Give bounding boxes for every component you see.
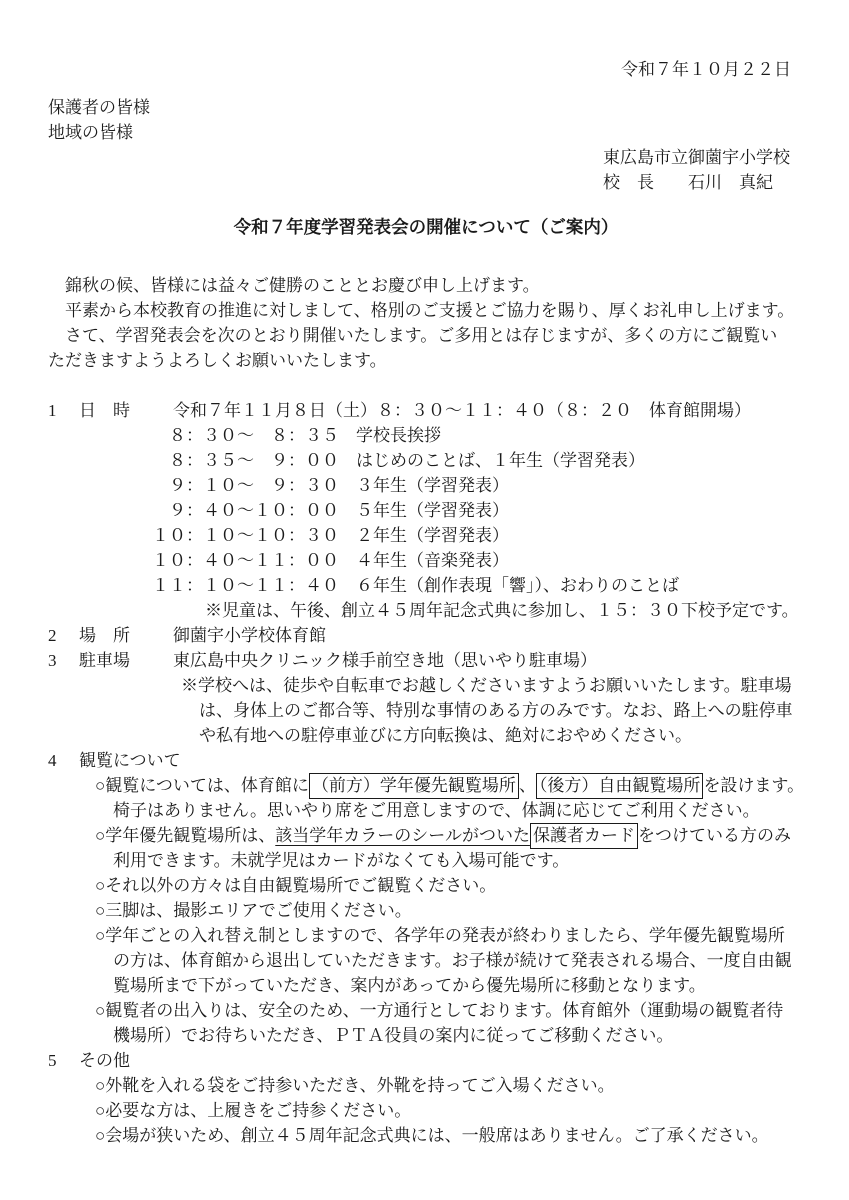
schedule-row: １０：４０～１１：００ ４年生（音楽発表）: [152, 551, 509, 570]
parking-note: [181, 673, 804, 748]
greeting-paragraphs: [48, 273, 804, 373]
schedule-row: ８：３５～ ９：００ はじめのことば、１年生（学習発表）: [152, 451, 645, 470]
section-value: 御薗宇小学校体育館: [173, 626, 326, 645]
section-label: 駐車場: [79, 651, 130, 670]
greeting-line: 錦秋の候、皆様には益々ご健勝のこととお慶び申し上げます。: [48, 276, 540, 295]
parking-note-line: や私有地への駐停車並びに方向転換は、絶対におやめください。: [199, 726, 692, 745]
schedule-list: [152, 423, 804, 598]
section-value: 東広島中央クリニック様手前空き地（思いやり駐車場）: [173, 651, 597, 670]
viewing-item-text: を設けます。: [703, 776, 805, 795]
section-label: 場 所: [79, 626, 130, 645]
viewing-item-text: 、: [518, 776, 536, 795]
schedule-row: １１：１０～１１：４０ ６年生（創作表現「響」）、おわりのことば: [152, 576, 679, 595]
viewing-item-line: 椅子はありません。思いやり席をご用意しますので、体調に応じてご利用ください。: [113, 801, 760, 820]
sender-principal: 校 長 石川 真紀: [603, 173, 773, 192]
parking-note-line: ※学校へは、徒歩や自転車でお越しくださいますようお願いいたします。駐車場: [181, 676, 792, 695]
recipient-community: 地域の皆様: [48, 123, 133, 142]
section-parking: [48, 648, 804, 673]
section-place: [48, 623, 804, 648]
viewing-item-line: 機場所）でお待ちいただき、ＰＴＡ役員の案内に従ってご移動ください。: [113, 1026, 674, 1045]
viewing-item-priority-card: [95, 823, 804, 848]
recipients-block: [48, 95, 804, 145]
other-items: [95, 1073, 804, 1148]
viewing-item-free-area: ○それ以外の方々は自由観覧場所でご観覧ください。: [95, 876, 497, 895]
greeting-line: ただきますようよろしくお願いいたします。: [48, 351, 387, 370]
sender-block: [603, 145, 804, 195]
viewing-item-line: の方は、体育館から退出していただきます。お子様が続けて発表される場合、一度自由観: [113, 951, 792, 970]
viewing-item-tripod: ○三脚は、撮影エリアでご使用ください。: [95, 901, 412, 920]
viewing-item-rotation: ○学年ごとの入れ替え制としますので、各学年の発表が終わりましたら、学年優先観覧場所: [95, 926, 785, 945]
viewing-item-one-way: ○観覧者の出入りは、安全のため、一方通行としております。体育館外（運動場の観覧者待: [95, 1001, 784, 1020]
schedule-note: ※児童は、午後、創立４５周年記念式典に参加し、１５：３０下校予定です。: [205, 601, 799, 620]
section-viewing: [48, 748, 804, 773]
boxed-front-priority-area: （前方）学年優先観覧場所: [309, 773, 519, 799]
section-label: その他: [79, 1051, 130, 1070]
section-number: 5: [48, 1051, 57, 1070]
boxed-guardian-card: 保護者カード: [530, 823, 638, 849]
boxed-back-free-area: （後方）自由観覧場所: [536, 773, 704, 799]
section-number: 1: [48, 401, 57, 420]
viewing-item-text: ○観覧については、体育館に: [95, 776, 309, 795]
sender-school: 東広島市立御薗宇小学校: [603, 148, 790, 167]
greeting-line: 平素から本校教育の推進に対しまして、格別のご支援とご協力を賜り、厚くお礼申し上げます。: [48, 301, 795, 320]
viewing-items: [95, 773, 804, 1048]
schedule-row: １０：１０～１０：３０ ２年生（学習発表）: [152, 526, 509, 545]
document-title: 令和７年度学習発表会の開催について（ご案内）: [233, 217, 619, 237]
viewing-item-front-back: [95, 773, 804, 798]
underlined-grade-color-seal: 該当学年カラーのシールがついた: [275, 826, 530, 845]
section-datetime: [48, 398, 804, 423]
schedule-row: ９：４０～１０：００ ５年生（学習発表）: [152, 501, 509, 520]
other-item-shoe-bag: ○外靴を入れる袋をご持参いただき、外靴を持ってご入場ください。: [95, 1076, 615, 1095]
other-item-no-general-seats: ○会場が狭いため、創立４５周年記念式典には、一般席はありません。ご了承ください。: [95, 1126, 769, 1145]
recipient-guardians: 保護者の皆様: [48, 98, 150, 117]
other-item-slippers: ○必要な方は、上履きをご持参ください。: [95, 1101, 412, 1120]
section-other: [48, 1048, 804, 1073]
viewing-item-line: 利用できます。未就学児はカードがなくても入場可能です。: [113, 851, 570, 870]
section-value: 令和７年１１月８日（土）８：３０～１１：４０（８：２０ 体育館開場）: [173, 401, 751, 420]
section-label: 日 時: [79, 401, 130, 420]
parking-note-line: は、身体上のご都合等、特別な事情のある方のみです。なお、路上への駐停車: [199, 701, 793, 720]
section-label: 観覧について: [79, 751, 181, 770]
section-number: 3: [48, 651, 57, 670]
viewing-item-text: ○学年優先観覧場所は、: [95, 826, 276, 845]
section-number: 2: [48, 626, 57, 645]
viewing-item-text: をつけている方のみ: [637, 826, 791, 845]
document-date: 令和７年１０月２２日: [621, 60, 791, 79]
section-number: 4: [48, 751, 57, 770]
greeting-line: さて、学習発表会を次のとおり開催いたします。ご多用とは存じますが、多くの方にご観覧い: [48, 326, 778, 345]
viewing-item-line: 覧場所まで下がっていただき、案内があってから優先場所に移動となります。: [113, 976, 706, 995]
schedule-row: ８：３０～ ８：３５ 学校長挨拶: [152, 426, 441, 445]
schedule-row: ９：１０～ ９：３０ ３年生（学習発表）: [152, 476, 509, 495]
